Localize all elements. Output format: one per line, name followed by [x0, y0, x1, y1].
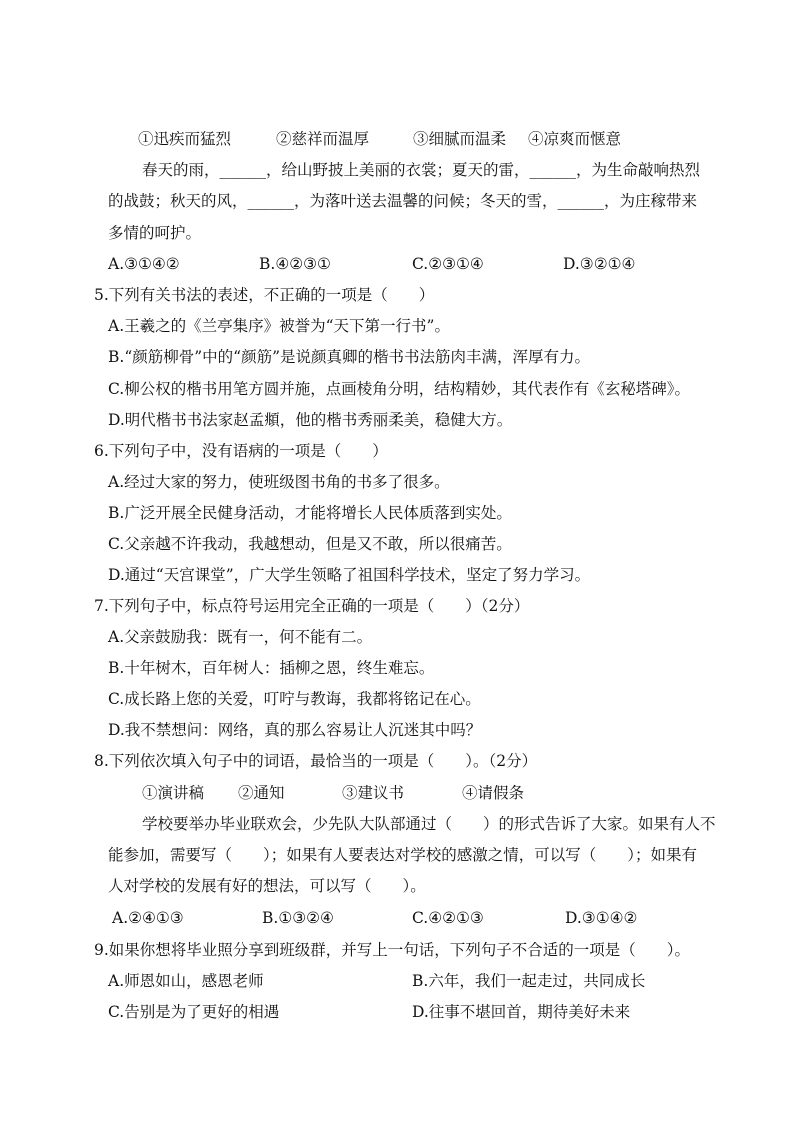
- q5-choice: C.柳公权的楷书用笔方圆并施，点画棱角分明，结构精妙，其代表作有《玄秘塔碑》。: [108, 380, 690, 398]
- q8-passage-line: 学校要举办毕业联欢会，少先队大队部通过（ ）的形式告诉了大家。如果有人不: [142, 815, 716, 833]
- q4-circled-option: ④凉爽而惬意: [528, 130, 622, 148]
- q7-choice: C.成长路上您的关爱，叮咛与教诲，我都将铭记在心。: [108, 690, 481, 708]
- q8-circled-option: ③建议书: [342, 784, 405, 802]
- q5-stem: 5.下列有关书法的表述，不正确的一项是（ ）: [94, 286, 435, 304]
- q9-stem: 9.如果你想将毕业照分享到班级群，并写上一句话，下列句子不合适的一项是（ ）。: [94, 941, 691, 959]
- q9-choice: D.往事不堪回首，期待美好未来: [412, 1003, 631, 1021]
- q6-stem: 6.下列句子中，没有语病的一项是（ ）: [94, 442, 388, 460]
- q6-choice: B.广泛开展全民健身活动，才能将增长人民体质落到实处。: [108, 504, 512, 522]
- q4-passage-line: 的战鼓；秋天的风，______，为落叶送去温馨的问候；冬天的雪，______，为庄稼带来: [108, 192, 698, 210]
- q4-choice: C.②③①④: [412, 255, 484, 273]
- q8-circled-option: ②通知: [238, 784, 285, 802]
- q4-circled-option: ①迅疾而猛烈: [138, 130, 232, 148]
- q7-choice: D.我不禁想问：网络，真的那么容易让人沉迷其中吗？: [108, 721, 482, 739]
- q8-choice: B.①③②④: [262, 909, 334, 927]
- q4-choice: B.④②③①: [259, 255, 331, 273]
- q5-choice: B.“颜筋柳骨”中的“颜筋”是说颜真卿的楷书书法筋肉丰满，浑厚有力。: [108, 348, 591, 366]
- q8-stem: 8.下列依次填入句子中的词语，最恰当的一项是（ ）。（2分）: [94, 752, 538, 770]
- q4-choice: A.③①④②: [108, 255, 180, 273]
- q4-passage-line: 春天的雨，______，给山野披上美丽的衣裳；夏天的雷，______，为生命敲响热烈: [142, 161, 701, 179]
- q4-passage-line: 多情的呵护。: [108, 224, 202, 242]
- q8-choice: D.③①④②: [565, 909, 638, 927]
- q4-choice: D.③②①④: [563, 255, 636, 273]
- q9-choice: B.六年，我们一起走过，共同成长: [412, 972, 646, 990]
- q5-choice: D.明代楷书书法家赵孟頫，他的楷书秀丽柔美，稳健大方。: [108, 411, 513, 429]
- q4-circled-option: ③细腻而温柔: [413, 130, 507, 148]
- q8-circled-option: ④请假条: [462, 784, 525, 802]
- q7-stem: 7.下列句子中，标点符号运用完全正确的一项是（ ）（2分）: [94, 597, 530, 615]
- q7-choice: B.十年树木，百年树人：插柳之恩，终生难忘。: [108, 659, 435, 677]
- q8-circled-option: ①演讲稿: [142, 784, 205, 802]
- q9-choice: C.告别是为了更好的相遇: [108, 1003, 280, 1021]
- q6-choice: C.父亲越不许我动，我越想动，但是又不敢，所以很痛苦。: [108, 535, 512, 553]
- q8-passage-line: 人对学校的发展有好的想法，可以写（ ）。: [108, 877, 426, 895]
- q4-circled-option: ②慈祥而温厚: [276, 130, 370, 148]
- q8-choice: C.④②①③: [412, 909, 484, 927]
- q6-choice: A.经过大家的努力，使班级图书角的书多了很多。: [108, 473, 450, 491]
- q6-choice: D.通过“天宫课堂”，广大学生领略了祖国科学技术，坚定了努力学习。: [108, 566, 591, 584]
- q8-choice: A.②④①③: [112, 909, 184, 927]
- q5-choice: A.王羲之的《兰亭集序》被誉为“天下第一行书”。: [108, 317, 450, 335]
- q7-choice: A.父亲鼓励我：既有一，何不能有二。: [108, 628, 373, 646]
- q8-passage-line: 能参加，需要写（ ）；如果有人要表达对学校的感激之情，可以写（ ）；如果有: [108, 846, 698, 864]
- q9-choice: A.师恩如山，感恩老师: [108, 972, 264, 990]
